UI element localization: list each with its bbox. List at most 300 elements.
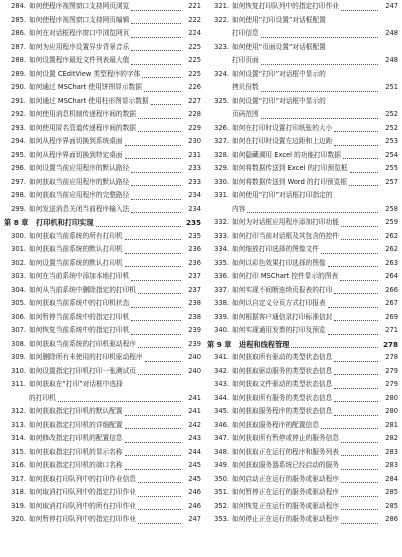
entry-title: 如何获取在“打印”对话框中选择 <box>29 380 123 388</box>
entry-number: 322. <box>214 15 229 24</box>
page-number: 269 <box>385 312 398 321</box>
entry-number: 286. <box>11 29 26 37</box>
page-number: 242 <box>188 420 201 429</box>
entry-number: 309. <box>11 353 26 361</box>
toc-entry <box>207 513 398 527</box>
toc-entry <box>207 41 398 55</box>
page-number: 238 <box>188 312 201 321</box>
dot-leader <box>131 22 181 24</box>
page-number: 224 <box>188 29 201 37</box>
entry-number: 318. <box>11 488 26 496</box>
page-number: 281 <box>385 420 398 429</box>
entry-number: 316. <box>11 461 26 469</box>
toc-entry-continuation <box>207 108 398 122</box>
toc-entry <box>207 95 398 109</box>
entry-title: 如何获取当前应用程序的完整路径 <box>29 191 130 199</box>
entry-title: 如何获取服务程序的配置信息 <box>232 420 319 429</box>
entry-number: 351. <box>214 488 229 496</box>
toc-list-right <box>207 0 398 527</box>
entry-title: 如何缩放打印选择的图像文件 <box>232 245 319 253</box>
entry-title: 如何从程序界面切换到特定桌面 <box>29 150 123 159</box>
entry-title: 如何获取驱动服务的类型状态信息 <box>232 366 333 375</box>
page-number: 267 <box>385 299 398 307</box>
page-number: 230 <box>188 137 201 145</box>
toc-entry <box>4 14 201 28</box>
entry-number: 327. <box>214 137 229 145</box>
entry-title: 如何实现通用发票的打印及预览 <box>232 326 326 334</box>
toc-entry <box>4 189 201 203</box>
dot-leader <box>334 319 378 321</box>
entry-number: 328. <box>214 150 229 159</box>
page-number: 254 <box>385 150 398 159</box>
toc-column-right <box>201 0 402 557</box>
toc-entry <box>4 0 201 14</box>
entry-number: 338. <box>214 299 229 307</box>
entry-title: 如何恢复当前系统中的指定打印机 <box>29 326 130 334</box>
toc-entry <box>4 324 201 338</box>
dot-leader <box>321 427 378 429</box>
dot-leader <box>138 117 181 119</box>
entry-title: 如何获取当前系统的所有打印机 <box>29 231 123 240</box>
toc-entry <box>4 108 201 122</box>
entry-number: 353. <box>214 515 229 523</box>
entry-title: 如何删除所有未使用的打印机驱动程序 <box>29 353 143 361</box>
entry-title: 如何打印当前对话框及其包含的控件 <box>232 231 339 240</box>
dot-leader <box>131 319 181 321</box>
toc-entry <box>4 162 201 176</box>
toc-entry <box>4 378 201 392</box>
entry-number: 294. <box>11 137 26 145</box>
entry-number: 301. <box>11 245 26 253</box>
entry-title: 如何恢复正在运行的服务或驱动程序 <box>232 501 339 510</box>
entry-number: 313. <box>11 420 26 429</box>
entry-title: 如何获取指定打印机的显示名称 <box>29 447 123 456</box>
page-number: 234 <box>188 191 201 199</box>
entry-title: 如何在对话框程序窗口中浏览网页 <box>29 29 130 37</box>
entry-title: 如何将数据传送到 Word 的打印预览框 <box>232 177 348 186</box>
page-number: 245 <box>188 474 201 483</box>
toc-entry <box>4 270 201 284</box>
entry-number: 284. <box>11 2 26 10</box>
page-number: 283 <box>385 447 398 456</box>
entry-title: 如何使用“打印”对话框打印指定的 <box>232 191 333 199</box>
entry-title: 如何在当前系统中添加本地打印机 <box>29 272 130 280</box>
toc-entry <box>4 297 201 311</box>
entry-title: 如何获取指定打印机的端口名称 <box>29 461 123 469</box>
dot-leader <box>125 414 181 416</box>
toc-entry <box>4 95 201 109</box>
toc-entry <box>207 419 398 433</box>
page-number: 263 <box>385 258 398 267</box>
dot-leader <box>340 279 378 281</box>
entry-number: 320. <box>11 515 26 523</box>
toc-entry <box>207 243 398 257</box>
toc-entry <box>4 432 201 446</box>
entry-title: 打印信息 <box>232 29 259 37</box>
entry-number: 307. <box>11 326 26 334</box>
toc-entry-continuation <box>207 81 398 95</box>
entry-number: 325. <box>214 96 229 105</box>
toc-entry <box>4 311 201 325</box>
entry-number: 341. <box>214 353 229 361</box>
toc-entry <box>4 473 201 487</box>
page-number: 284 <box>385 474 398 483</box>
page-number: 280 <box>385 407 398 415</box>
entry-title: 如何获取指定打印机的详细配置 <box>29 420 123 429</box>
toc-entry <box>4 122 201 136</box>
toc-entry <box>207 311 398 325</box>
page-number: 257 <box>385 177 398 186</box>
toc-entry <box>4 135 201 149</box>
entry-number: 333. <box>214 231 229 240</box>
page-number: 282 <box>385 434 398 442</box>
toc-entry <box>207 0 398 14</box>
toc-entry <box>4 419 201 433</box>
toc-entry <box>4 203 201 217</box>
page-number: 241 <box>188 407 201 415</box>
toc-entry <box>4 149 201 163</box>
toc-entry <box>207 135 398 149</box>
page-number: 252 <box>385 110 398 118</box>
page-number: 221 <box>188 2 201 10</box>
entry-number: 323. <box>214 42 229 51</box>
entry-title: 如何使用消息机制传递程序间的数据 <box>29 110 136 118</box>
entry-number: 287. <box>11 42 26 51</box>
page-number: 244 <box>188 447 201 456</box>
entry-title: 如何设置“打印”对话框中显示的 <box>232 69 326 78</box>
dot-leader <box>261 63 378 65</box>
entry-title: 如何使程序视图窗口支持网页编辑 <box>29 15 130 24</box>
dot-leader <box>349 184 378 186</box>
toc-entry <box>207 149 398 163</box>
entry-title: 如何使用匿名管道传递程序间的数据 <box>29 123 136 132</box>
page-number: 235 <box>185 218 201 227</box>
entry-number: 311. <box>11 380 26 388</box>
entry-number: 305. <box>11 299 26 307</box>
dot-leader <box>341 238 378 240</box>
toc-entry <box>207 351 398 365</box>
page-number: 246 <box>188 488 201 496</box>
dot-leader <box>125 252 181 254</box>
entry-number: 304. <box>11 285 26 294</box>
toc-entry <box>207 68 398 82</box>
entry-title: 如何获取当前应用程序的默认路径 <box>29 177 130 186</box>
toc-entry <box>207 486 398 500</box>
page-number: 262 <box>385 231 398 240</box>
entry-title: 如何发送消息关闭当前程序输入法 <box>29 204 130 213</box>
entry-title: 如何修改指定打印机的配置信息 <box>29 434 123 442</box>
entry-title: 如何为对话框应用程序添加打印功能 <box>232 218 339 226</box>
page-number: 248 <box>385 29 398 37</box>
entry-title: 如何在打印时设置左边距和上边距 <box>232 137 333 145</box>
toc-entry-continuation <box>207 54 398 68</box>
page-number: 222 <box>188 15 201 24</box>
toc-entry <box>207 176 398 190</box>
page-number: 240 <box>188 366 201 375</box>
dot-leader <box>350 171 378 173</box>
toc-entry <box>4 365 201 379</box>
toc-entry <box>207 378 398 392</box>
entry-title: 如何设置程序最近文件列表最大值 <box>29 56 130 64</box>
dot-leader <box>138 292 181 294</box>
dot-leader <box>138 522 181 524</box>
entry-title: 如何使用“页面设置”对话框配置 <box>232 42 326 51</box>
toc-entry <box>4 176 201 190</box>
entry-number: 345. <box>214 407 229 415</box>
page-number: 226 <box>188 83 201 91</box>
page-number: 247 <box>188 515 201 523</box>
entry-title: 如何将数据传送到 Excel 的打印预览框 <box>232 164 348 172</box>
page-number: 248 <box>385 56 398 64</box>
entry-title: 如何设置当前系统的默认打印机 <box>29 258 123 267</box>
dot-leader <box>131 306 181 308</box>
dot-leader <box>261 90 378 92</box>
page-number: 285 <box>385 501 398 510</box>
entry-number: 348. <box>214 447 229 456</box>
entry-number: 312. <box>11 407 26 415</box>
entry-title: 打印页面 <box>232 56 259 64</box>
entry-title: 如何从程序界面切换到系统桌面 <box>29 137 123 145</box>
toc-entry <box>207 365 398 379</box>
page-number: 231 <box>188 150 201 159</box>
toc-entry <box>4 230 201 244</box>
dot-leader <box>138 130 181 132</box>
page-number: 237 <box>188 272 201 280</box>
entry-number: 339. <box>214 312 229 321</box>
entry-number: 291. <box>11 96 26 105</box>
entry-title: 如何通过 MSChart 使用饼图显示数据 <box>29 83 142 91</box>
entry-number: 308. <box>11 339 26 348</box>
entry-title: 如何获取服务器系统已经启动的服务 <box>232 461 339 469</box>
entry-number: 310. <box>11 366 26 375</box>
toc-entry-continuation <box>207 27 398 41</box>
toc-entry <box>207 473 398 487</box>
page-number: 283 <box>385 461 398 469</box>
dot-leader <box>341 522 378 524</box>
entry-number: 324. <box>214 69 229 78</box>
dot-leader <box>334 414 378 416</box>
chapter-title: 进程和线程管理 <box>239 339 290 349</box>
entry-title: 如何在打印时设置打印纸张的大小 <box>232 123 333 132</box>
dot-leader <box>341 508 378 510</box>
page-number: 258 <box>385 204 398 213</box>
dot-leader <box>341 454 378 456</box>
toc-entry-continuation <box>207 203 398 217</box>
chapter-title: 打印机和打印实现 <box>36 218 94 227</box>
toc-entry <box>207 297 398 311</box>
entry-number: 289. <box>11 69 26 78</box>
dot-leader <box>138 373 181 375</box>
entry-number: 285. <box>11 15 26 24</box>
entry-title: 如何获取所有服务的类型状态信息 <box>232 393 333 402</box>
page-number: 239 <box>188 326 201 334</box>
toc-entry <box>207 446 398 460</box>
dot-leader <box>125 454 181 456</box>
entry-title: 如何使程序视图窗口支持网页浏览 <box>29 2 130 10</box>
entry-number: 343. <box>214 380 229 388</box>
dot-leader <box>125 157 181 159</box>
toc-entry <box>207 324 398 338</box>
page-number: 251 <box>385 83 398 91</box>
dot-leader <box>341 9 378 11</box>
page-number: 229 <box>188 123 201 132</box>
entry-number: 288. <box>11 56 26 64</box>
dot-leader <box>328 265 378 267</box>
entry-title: 如何停止正在运行的服务或驱动程序 <box>232 515 339 523</box>
toc-entry <box>207 216 398 230</box>
dot-leader <box>341 441 378 443</box>
entry-title: 如何以彩色效果打印选择的图像 <box>232 258 326 267</box>
entry-number: 295. <box>11 150 26 159</box>
dot-leader <box>261 36 378 38</box>
page-number: 227 <box>188 96 201 105</box>
page-number: 235 <box>188 231 201 240</box>
entry-number: 300. <box>11 231 26 240</box>
dot-leader <box>96 225 181 227</box>
toc-entry <box>4 257 201 271</box>
entry-title: 如何从当前系统中删除指定的打印机 <box>29 285 136 294</box>
entry-title: 如何为应用程序设置异步背景音乐 <box>29 42 130 51</box>
entry-number: 298. <box>11 191 26 199</box>
page-number: 239 <box>188 339 201 348</box>
entry-number: 332. <box>214 218 229 226</box>
dot-leader <box>131 333 181 335</box>
entry-title: 如何设置指定打印机打印一张测试页 <box>29 366 136 375</box>
toc-entry <box>207 257 398 271</box>
entry-number: 352. <box>214 501 229 510</box>
dot-leader <box>131 36 181 38</box>
page-number: 234 <box>188 204 201 213</box>
page-number: 225 <box>188 56 201 64</box>
dot-leader <box>125 427 181 429</box>
dot-leader <box>321 252 378 254</box>
entry-title: 如何以自定义分页方式打印报表 <box>232 299 326 307</box>
dot-leader <box>125 144 181 146</box>
page-number: 228 <box>188 110 201 118</box>
dot-leader <box>58 400 181 402</box>
page-number: 247 <box>385 2 398 10</box>
entry-number: 297. <box>11 177 26 186</box>
page-number: 271 <box>385 326 398 334</box>
toc-entry <box>207 284 398 298</box>
dot-leader <box>151 103 181 105</box>
entry-number: 314. <box>11 434 26 442</box>
entry-number: 340. <box>214 326 229 334</box>
toc-entry <box>4 68 201 82</box>
page-number: 238 <box>188 299 201 307</box>
dot-leader <box>334 387 378 389</box>
entry-title: 如何设置“打印”对话框中显示的 <box>232 96 326 105</box>
page-number: 279 <box>385 380 398 388</box>
dot-leader <box>131 171 181 173</box>
page-number: 262 <box>385 245 398 253</box>
toc-entry <box>207 122 398 136</box>
page-number: 240 <box>188 353 201 361</box>
page-number: 285 <box>385 488 398 496</box>
entry-number: 326. <box>214 123 229 132</box>
entry-title: 如何实现不间断连续页报表的打印 <box>232 285 333 294</box>
entry-title: 如何取消打印队列中的所有打印作业 <box>29 501 136 510</box>
toc-entry <box>207 500 398 514</box>
toc-entry <box>4 486 201 500</box>
dot-leader <box>131 211 181 213</box>
entry-number: 306. <box>11 312 26 321</box>
toc-entry <box>207 230 398 244</box>
dot-leader <box>291 346 378 348</box>
dot-leader <box>341 495 378 497</box>
toc-entry <box>207 405 398 419</box>
toc-entry <box>4 500 201 514</box>
entry-number: 317. <box>11 474 26 483</box>
dot-leader <box>328 306 378 308</box>
entry-title: 如何获取所有驱动的类型状态信息 <box>232 353 333 361</box>
toc-entry <box>207 459 398 473</box>
dot-leader <box>131 49 181 51</box>
toc-entry <box>4 338 201 352</box>
toc-entry <box>207 189 398 203</box>
entry-number: 292. <box>11 110 26 118</box>
entry-title: 的打印机 <box>29 393 56 402</box>
page-number: 233 <box>188 177 201 186</box>
page-number: 233 <box>188 164 201 172</box>
dot-leader <box>341 481 378 483</box>
entry-title: 如何设置当前应用程序的默认路径 <box>29 164 130 172</box>
dot-leader <box>334 400 378 402</box>
chapter-heading <box>4 216 201 230</box>
entry-title: 如何获取当前系统的打印机驱动程序 <box>29 339 136 348</box>
dot-leader <box>145 360 181 362</box>
entry-title: 如何获取当前系统中的打印机状态 <box>29 299 130 307</box>
entry-title: 如何隐藏调用 Excel 的功能打印数据 <box>232 150 341 159</box>
entry-number: 296. <box>11 164 26 172</box>
entry-title: 如何设置 CEditView 类型程序的字体 <box>29 69 141 78</box>
entry-number: 342. <box>214 366 229 375</box>
toc-entry <box>207 392 398 406</box>
toc-entry <box>4 405 201 419</box>
dot-leader <box>125 238 181 240</box>
dot-leader <box>138 508 181 510</box>
entry-title: 如何获取当前系统的默认打印机 <box>29 245 123 253</box>
entry-title: 如何暂停打印队列中的指定打印作业 <box>29 515 136 523</box>
entry-title: 如何取消打印队列中的指定打印作业 <box>29 488 136 496</box>
page-number: 278 <box>382 339 398 349</box>
entry-title: 内容 <box>232 204 246 213</box>
page-number: 241 <box>188 393 201 402</box>
entry-number: 347. <box>214 434 229 442</box>
page-number: 243 <box>188 434 201 442</box>
toc-entry <box>4 459 201 473</box>
entry-number: 315. <box>11 447 26 456</box>
dot-leader <box>138 481 181 483</box>
dot-leader <box>131 279 181 281</box>
entry-title: 如何获取文件驱动的类型状态信息 <box>232 380 333 388</box>
entry-number: 321. <box>214 2 229 10</box>
dot-leader <box>142 76 181 78</box>
page-number: 252 <box>385 123 398 132</box>
toc-entry <box>207 14 398 28</box>
entry-number: 346. <box>214 420 229 429</box>
entry-number: 303. <box>11 272 26 280</box>
entry-number: 331. <box>214 191 229 199</box>
dot-leader <box>131 63 181 65</box>
dot-leader <box>334 373 378 375</box>
chapter-label: 第 8 章 <box>4 218 29 227</box>
dot-leader <box>144 90 181 92</box>
page-number: 237 <box>188 285 201 294</box>
entry-number: 350. <box>214 474 229 483</box>
chapter-label: 第 9 章 <box>207 339 232 349</box>
entry-number: 349. <box>214 461 229 469</box>
